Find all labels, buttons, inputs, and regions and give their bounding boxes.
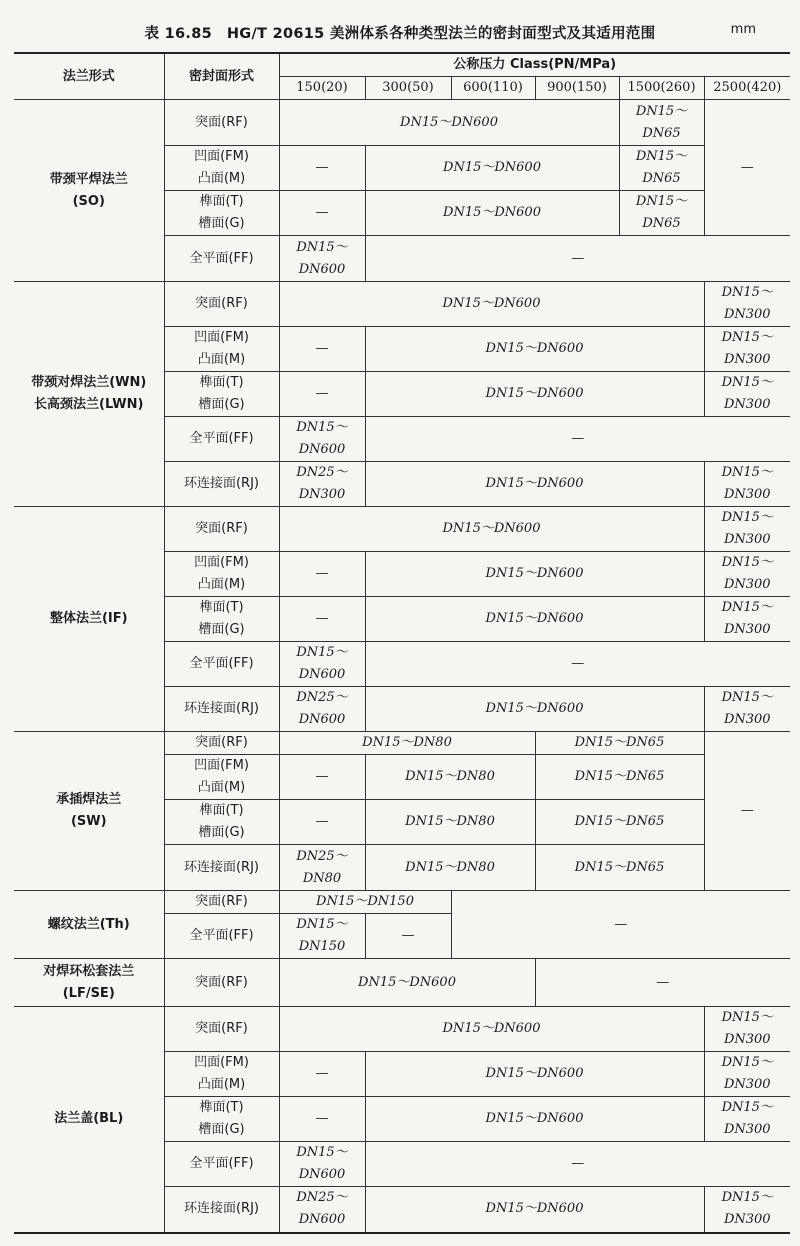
- range-cell: DN25～ DN600: [279, 687, 365, 732]
- type-th: 螺纹法兰(Th): [14, 891, 164, 959]
- range-cell: DN15～DN150: [279, 891, 451, 914]
- range-cell: DN15～DN600: [279, 1007, 704, 1052]
- range-cell: DN15～DN80: [279, 732, 535, 755]
- range-cell: DN25～ DN80: [279, 845, 365, 891]
- range-cell: DN15～ DN300: [704, 1052, 790, 1097]
- range-cell: DN15～DN600: [365, 597, 704, 642]
- face-rf: 突面(RF): [164, 100, 279, 146]
- header-class-900: 900(150): [535, 77, 619, 100]
- face-rf: 突面(RF): [164, 507, 279, 552]
- range-cell: DN15～DN600: [279, 959, 535, 1007]
- face-t-g: 榫面(T) 槽面(G): [164, 372, 279, 417]
- range-cell: DN25～ DN300: [279, 462, 365, 507]
- range-cell: DN15～DN600: [279, 282, 704, 327]
- range-cell: DN15～DN80: [365, 845, 535, 891]
- not-applicable-cell: —: [279, 552, 365, 597]
- face-rf: 突面(RF): [164, 732, 279, 755]
- range-cell: DN15～DN600: [365, 552, 704, 597]
- not-applicable-cell: —: [365, 1142, 790, 1187]
- range-cell: DN15～ DN65: [619, 146, 704, 191]
- not-applicable-cell: —: [279, 1097, 365, 1142]
- not-applicable-cell: —: [365, 914, 451, 959]
- face-rf: 突面(RF): [164, 282, 279, 327]
- range-cell: DN15～ DN65: [619, 191, 704, 236]
- range-cell: DN15～DN65: [535, 755, 704, 800]
- face-rf: 突面(RF): [164, 959, 279, 1007]
- not-applicable-cell: —: [365, 642, 790, 687]
- face-rf: 突面(RF): [164, 891, 279, 914]
- range-cell: DN15～ DN300: [704, 327, 790, 372]
- range-cell: DN15～DN65: [535, 800, 704, 845]
- range-cell: DN15～DN80: [365, 800, 535, 845]
- face-fm-m: 凹面(FM) 凸面(M): [164, 146, 279, 191]
- range-cell: DN15～ DN300: [704, 372, 790, 417]
- header-pressure: 公称压力 Class(PN/MPa): [279, 53, 790, 77]
- face-t-g: 榫面(T) 槽面(G): [164, 191, 279, 236]
- range-cell: DN25～ DN600: [279, 1187, 365, 1233]
- not-applicable-cell: —: [279, 1052, 365, 1097]
- range-cell: DN15～DN600: [365, 327, 704, 372]
- range-cell: DN15～ DN300: [704, 1097, 790, 1142]
- range-cell: DN15～DN600: [279, 100, 619, 146]
- range-cell: DN15～DN600: [365, 687, 704, 732]
- not-applicable-cell: —: [279, 755, 365, 800]
- face-ff: 全平面(FF): [164, 642, 279, 687]
- not-applicable-cell: —: [279, 146, 365, 191]
- range-cell: DN15～DN600: [365, 191, 619, 236]
- range-cell: DN15～DN600: [365, 1052, 704, 1097]
- type-if: 整体法兰(IF): [14, 507, 164, 732]
- face-fm-m: 凹面(FM) 凸面(M): [164, 552, 279, 597]
- range-cell: DN15～DN65: [535, 732, 704, 755]
- range-cell: DN15～ DN300: [704, 282, 790, 327]
- face-fm-m: 凹面(FM) 凸面(M): [164, 327, 279, 372]
- type-bl: 法兰盖(BL): [14, 1007, 164, 1233]
- range-cell: DN15～ DN600: [279, 236, 365, 282]
- face-fm-m: 凹面(FM) 凸面(M): [164, 1052, 279, 1097]
- not-applicable-cell: —: [279, 800, 365, 845]
- range-cell: DN15～ DN300: [704, 507, 790, 552]
- range-cell: DN15～DN600: [365, 146, 619, 191]
- title-row: [0, 22, 800, 48]
- not-applicable-cell: —: [279, 327, 365, 372]
- header-class-600: 600(110): [451, 77, 535, 100]
- type-sw: 承插焊法兰 (SW): [14, 732, 164, 891]
- face-rj: 环连接面(RJ): [164, 845, 279, 891]
- range-cell: DN15～ DN600: [279, 1142, 365, 1187]
- header-class-150: 150(20): [279, 77, 365, 100]
- range-cell: DN15～ DN300: [704, 462, 790, 507]
- range-cell: DN15～DN80: [365, 755, 535, 800]
- type-so: 带颈平焊法兰 (SO): [14, 100, 164, 282]
- face-fm-m: 凹面(FM) 凸面(M): [164, 755, 279, 800]
- not-applicable-cell: —: [279, 597, 365, 642]
- face-rj: 环连接面(RJ): [164, 687, 279, 732]
- range-cell: DN15～ DN300: [704, 1007, 790, 1052]
- range-cell: DN15～DN600: [365, 462, 704, 507]
- sealing-face-table: [14, 52, 790, 1234]
- header-class-1500: 1500(260): [619, 77, 704, 100]
- not-applicable-cell: —: [365, 417, 790, 462]
- range-cell: DN15～DN600: [365, 1097, 704, 1142]
- header-face-type: 密封面形式: [164, 53, 279, 100]
- face-rf: 突面(RF): [164, 1007, 279, 1052]
- range-cell: DN15～ DN600: [279, 417, 365, 462]
- range-cell: DN15～ DN600: [279, 642, 365, 687]
- range-cell: DN15～ DN150: [279, 914, 365, 959]
- unit-label: mm: [730, 22, 756, 37]
- face-ff: 全平面(FF): [164, 1142, 279, 1187]
- not-applicable-cell: —: [535, 959, 790, 1007]
- face-ff: 全平面(FF): [164, 236, 279, 282]
- header-flange-type: 法兰形式: [14, 53, 164, 100]
- face-t-g: 榫面(T) 槽面(G): [164, 800, 279, 845]
- face-rj: 环连接面(RJ): [164, 462, 279, 507]
- face-rj: 环连接面(RJ): [164, 1187, 279, 1233]
- face-ff: 全平面(FF): [164, 417, 279, 462]
- not-applicable-cell: —: [704, 100, 790, 236]
- header-class-300: 300(50): [365, 77, 451, 100]
- range-cell: DN15～DN600: [365, 1187, 704, 1233]
- not-applicable-cell: —: [279, 191, 365, 236]
- range-cell: DN15～ DN300: [704, 552, 790, 597]
- range-cell: DN15～ DN300: [704, 597, 790, 642]
- range-cell: DN15～DN600: [365, 372, 704, 417]
- face-t-g: 榫面(T) 槽面(G): [164, 597, 279, 642]
- face-ff: 全平面(FF): [164, 914, 279, 959]
- not-applicable-cell: —: [704, 732, 790, 891]
- range-cell: DN15～DN600: [279, 507, 704, 552]
- not-applicable-cell: —: [451, 891, 790, 959]
- not-applicable-cell: —: [279, 372, 365, 417]
- range-cell: DN15～ DN300: [704, 687, 790, 732]
- table-title: 表 16.85 HG/T 20615 美洲体系各种类型法兰的密封面型式及其适用范围: [144, 26, 656, 42]
- type-wn: 带颈对焊法兰(WN) 长高颈法兰(LWN): [14, 282, 164, 507]
- range-cell: DN15～ DN65: [619, 100, 704, 146]
- not-applicable-cell: —: [365, 236, 790, 282]
- face-t-g: 榫面(T) 槽面(G): [164, 1097, 279, 1142]
- range-cell: DN15～DN65: [535, 845, 704, 891]
- range-cell: DN15～ DN300: [704, 1187, 790, 1233]
- header-class-2500: 2500(420): [704, 77, 790, 100]
- type-lf: 对焊环松套法兰 (LF/SE): [14, 959, 164, 1007]
